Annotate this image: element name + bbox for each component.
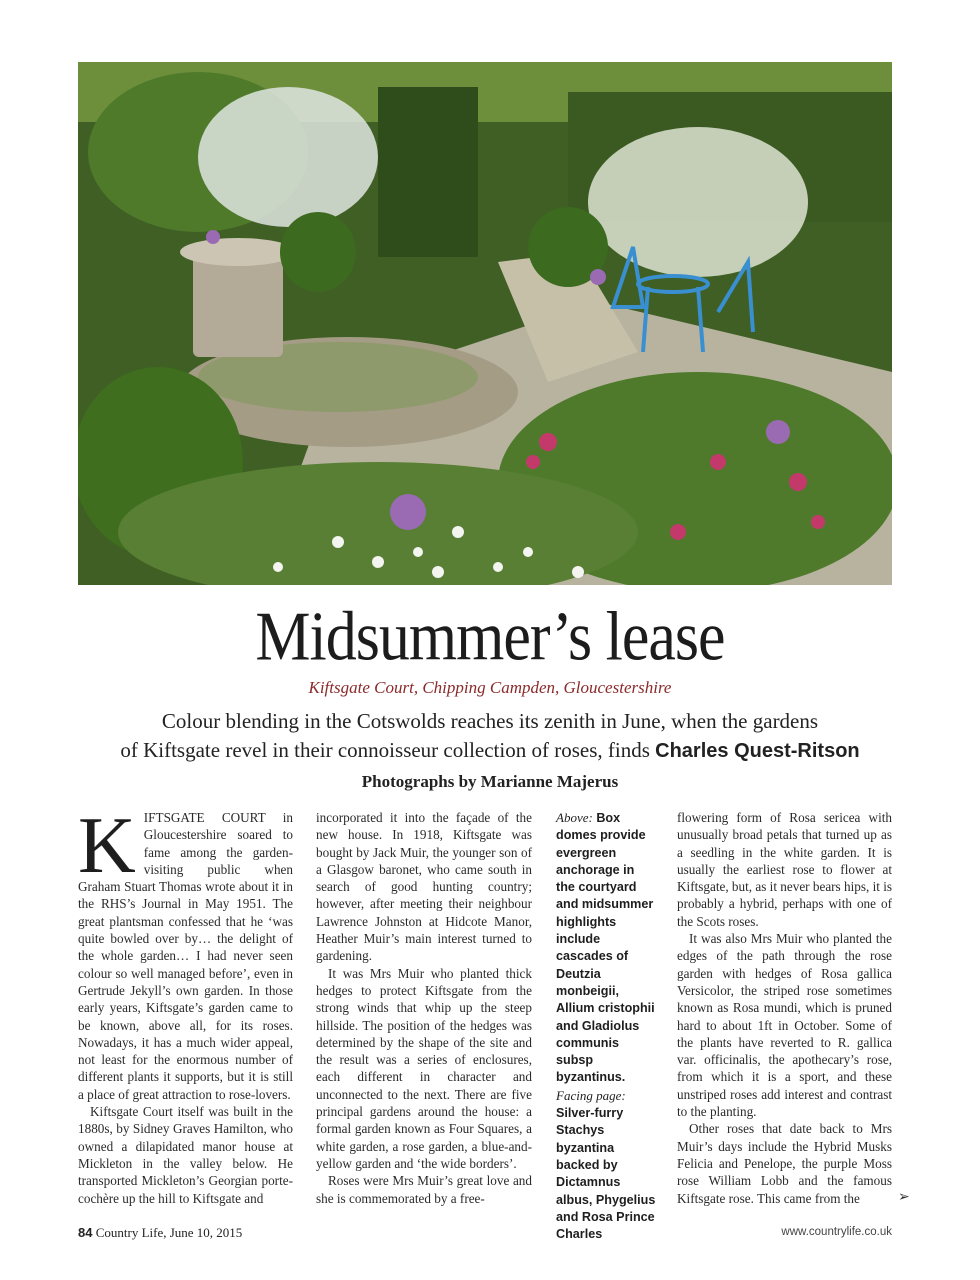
caption-above-text: Box domes provide evergreen anchorage in the courtyard and midsummer highlights include cascades of Deutzia monbeigii, Allium cristophii and Gladiolus communis subsp byzantinus.: [556, 811, 655, 1085]
standfirst: [70, 707, 910, 766]
standfirst-line1: Colour blending in the Cotswolds reaches its zenith in June, when the gardens: [161, 709, 819, 733]
headline: Midsummer’s lease: [255, 599, 725, 676]
garden-photo: [78, 62, 892, 585]
col4-paragraph-2: It was also Mrs Muir who planted the edges of the path through the rose garden with hedges of Rosa gallica Versicolor, the striped rose sometimes known as Rosa mundi, which is pruned hard to about 1ft in October. Some of the plants have reverted to R. gallica var. officinalis, the apothecary’s rose, from which it is a sport, and these unstriped roses add interest and contrast to the planting.: [677, 931, 892, 1120]
publication-date: Country Life, June 10, 2015: [92, 1225, 243, 1240]
photo-credit: Photographs by Marianne Majerus: [361, 772, 619, 791]
col2-paragraph-2: It was Mrs Muir who planted thick hedges to protect Kiftsgate from the strong winds that whip up the steep hillside. The position of the hedges was determined by the shape of the site and the result was a series of enclosures, each different in character and unconnected to the next. There are five principal gardens around the house: a formal garden known as Four Squares, a white garden, a rose garden, a blue-and-yellow garden and ‘the wide borders’.: [316, 965, 532, 1171]
col4-paragraph-1: flowering form of Rosa sericea with unusually broad petals that turned up as a seedling in the white garden. It is usually the earliest rose to flower at Kiftsgate, but, as it never bears hips, it is probably a hybrid, perhaps with one of the Scots roses.: [677, 810, 892, 929]
caption-above-label: Above:: [556, 810, 593, 825]
col2-paragraph-1: incorporated it into the façade of the new house. In 1918, Kiftsgate was bought by Jack Muir, the younger son of a Glasgow baronet, who came south in search of good hunting country; however, after meeting their neighbour Lawrence Johnston at Hidcote Manor, Heather Muir’s main interest turned to gardening.: [316, 810, 532, 964]
location-subtitle: Kiftsgate Court, Chipping Campden, Gloucestershire: [308, 678, 672, 697]
standfirst-line2: of Kiftsgate revel in their connoisseur collection of roses, finds: [120, 738, 656, 762]
photo-caption: [556, 809, 656, 1243]
column-4: [677, 809, 892, 1207]
page-number: 84: [78, 1225, 93, 1240]
col1-paragraph-1: IFTSGATE COURT in Gloucestershire soared to fame among the garden-visiting public when Graham Stuart Thomas wrote about it in the RHS’s Journal in May 1951. The great plantsman confessed that he ‘was quite bowled over by… the delight of the whole garden… I had never seen colour so well managed before’, even in Gertrude Jekyll’s own garden. In those early years, Kiftsgate’s garden came to be known, above all, for its roses. Nowadays, it has a much wider appeal, not least for the enormous number of different plants it supports, but it is still a place of great attraction to rose-lovers.: [78, 810, 293, 1102]
caption-facing-label: Facing page:: [556, 1087, 626, 1103]
author-name: Charles Quest-Ritson: [655, 740, 860, 762]
col4-paragraph-3: Other roses that date back to Mrs Muir’s days include the Hybrid Musks Felicia and Penelope, the purple Moss rose William Lobb and the famous Kiftsgate rose. This came from the: [677, 1121, 892, 1206]
col2-paragraph-3: Roses were Mrs Muir’s great love and she is commemorated by a free-: [316, 1173, 532, 1206]
caption-facing-text: Silver-furry Stachys byzantina backed by Dictamnus albus, Phygelius and Rosa Prince Charles: [556, 1106, 656, 1242]
drop-cap: K: [78, 802, 136, 890]
column-1: [78, 802, 293, 1207]
page-folio: [78, 1225, 242, 1241]
website-url: www.countrylife.co.uk: [781, 1226, 892, 1238]
column-2: [316, 809, 532, 1207]
continue-arrow-icon: ➢: [898, 1190, 910, 1205]
col1-paragraph-2: Kiftsgate Court itself was built in the 1880s, by Sidney Graves Hamilton, who owned a dilapidated manor house at Mickleton in the valley below. He transported Mickleton’s Georgian porte-cochère up the hill to Kiftsgate and: [78, 1104, 293, 1206]
